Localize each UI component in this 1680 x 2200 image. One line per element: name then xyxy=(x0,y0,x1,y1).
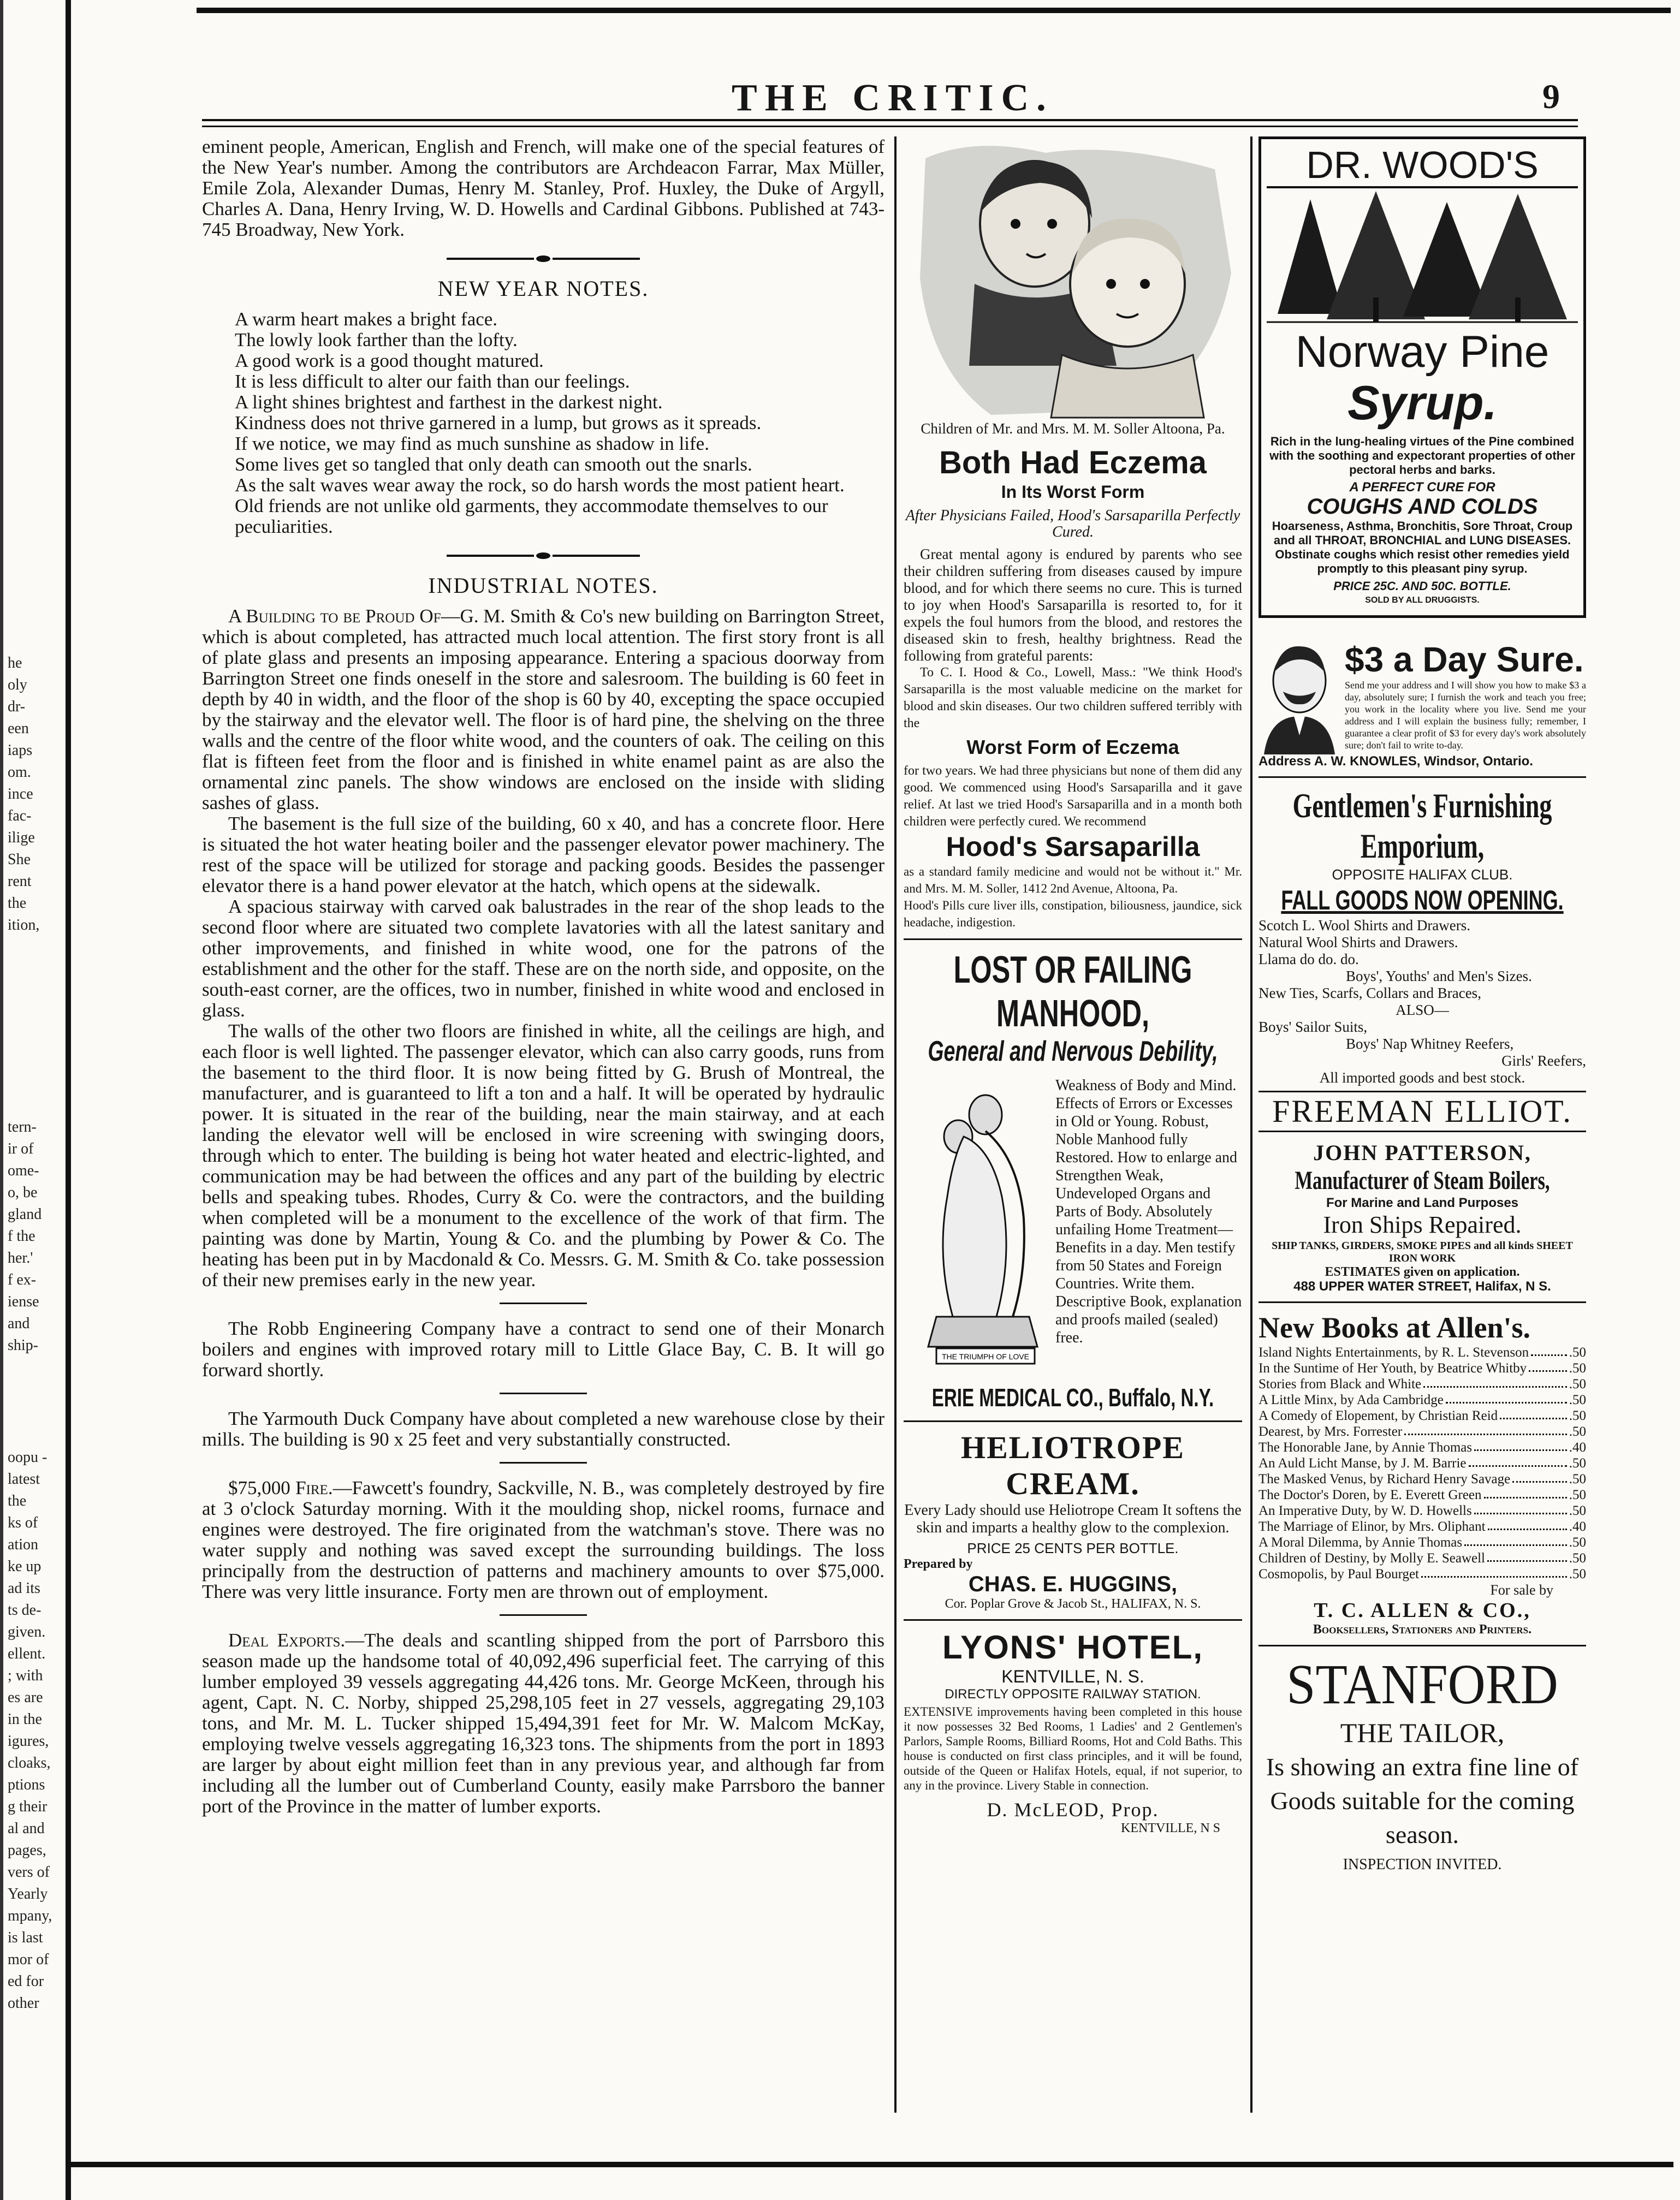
bleed-fragment-line: iense xyxy=(8,1293,39,1310)
knowles-ad xyxy=(1258,640,1586,769)
deal-exports-lead: Deal Exports. xyxy=(228,1630,346,1651)
emporium-goods-line: Scotch L. Wool Shirts and Drawers. xyxy=(1258,917,1471,933)
stanford-title: THE TAILOR, xyxy=(1340,1717,1505,1748)
stanford-tailor-ad xyxy=(1258,1654,1586,1874)
bleed-fragment-line: vers of xyxy=(8,1864,50,1881)
leader-dots xyxy=(1421,1566,1567,1578)
new-year-note: Some lives get so tangled that only death can smooth out the snarls. xyxy=(235,454,752,475)
hoods-sarsaparilla-brand: Hood's Sarsaparilla xyxy=(946,831,1200,862)
bleed-fragment-line: fac- xyxy=(8,807,32,824)
emporium-goods-line: Natural Wool Shirts and Drawers. xyxy=(1258,934,1458,950)
book-title: The Marriage of Elinor, by Mrs. Oliphant xyxy=(1258,1519,1486,1534)
bleed-through-fragment-2 xyxy=(8,1116,73,1357)
bleed-fragment-line: ition, xyxy=(8,917,40,933)
building-article-paragraph: A Building to be Proud Of—G. M. Smith & Co's new building on Barrington Street, which is about completed, has attracted much local attention. The first story front is all of plate glass and presents an imposing appearance. Entering a spacious doorway from Barrington Street one finds oneself in the store and salesroom. The building is 60 feet in depth by 40 in width, and the floor of the shop is 60 by 40, excepting the space occupied by the stairway and the elevator well. The floor is of hard pine, the shelving on the three walls and the centre of the floor white wood, and the counters of oak. The ceiling on this flat is fifteen feet from the floor and is finished in white enamel paint as are also the ornamental zinc panels. The show windows are enclosed on the inside with sliding sashes of glass. xyxy=(202,605,884,813)
middle-ad-column xyxy=(904,136,1242,1836)
bleed-fragment-line: gland xyxy=(8,1206,42,1223)
bleed-fragment-line: pages, xyxy=(8,1842,46,1859)
emporium-goods-line: Boys' Nap Whitney Reefers, xyxy=(1346,1036,1514,1052)
book-title: Island Nights Entertainments, by R. L. Stevenson xyxy=(1258,1345,1529,1360)
column-divider xyxy=(894,136,897,2113)
book-title: The Doctor's Doren, by E. Everett Green xyxy=(1258,1488,1482,1502)
leader-dots xyxy=(1469,1455,1567,1467)
patterson-purposes: For Marine and Land Purposes xyxy=(1326,1196,1519,1210)
bleed-fragment-line: ellent. xyxy=(8,1645,46,1662)
leader-dots xyxy=(1484,1487,1567,1499)
woods-ailments: Hoarseness, Asthma, Bronchitis, Sore Throat, Croup and all THROAT, BRONCHIAL and LUNG DISEASES. Obstinate coughs which resist other remedies yield promptly to this pleasant piny syrup. xyxy=(1272,519,1573,575)
bleed-fragment-line: ome- xyxy=(8,1162,39,1179)
bleed-fragment-line: given. xyxy=(8,1624,46,1640)
book-price: .40 xyxy=(1569,1440,1586,1455)
stanford-body: Is showing an extra fine line of Goods suitable for the coming season. xyxy=(1266,1753,1579,1848)
book-list-item xyxy=(1258,1503,1586,1519)
book-list-item xyxy=(1258,1392,1586,1408)
book-price: .50 xyxy=(1569,1361,1586,1376)
book-list xyxy=(1258,1345,1586,1582)
book-title: The Masked Venus, by Richard Henry Savage xyxy=(1258,1472,1511,1487)
ad-separator xyxy=(904,938,1242,940)
eczema-subhead: In Its Worst Form xyxy=(1001,482,1145,502)
svg-text:THE TRIUMPH OF LOVE: THE TRIUMPH OF LOVE xyxy=(942,1352,1029,1361)
ad-separator xyxy=(1258,1301,1586,1303)
huggins-address: Cor. Poplar Grove & Jacob St., HALIFAX, N. S. xyxy=(945,1597,1201,1611)
bleed-fragment-line: een xyxy=(8,720,29,737)
book-price: .50 xyxy=(1569,1488,1586,1502)
bleed-fragment-line: es are xyxy=(8,1689,43,1706)
bottom-border-rule xyxy=(66,2162,1673,2167)
bleed-fragment-line: the xyxy=(8,1493,27,1509)
testimonial-signature: as a standard family medicine and would not be without it." Mr. and Mrs. M. M. Soller, 1412 2nd Avenue, Altoona, Pa. xyxy=(904,865,1242,895)
statue-illustration xyxy=(904,1077,1051,1371)
dr-woods-syrup-ad xyxy=(1258,136,1586,618)
century-intro-paragraph: eminent people, American, English and French, will make one of the special features of the New Year's number. Among the contributors are Archdeacon Farrar, Max Müller, Emile Zola, Alexander Dumas, Henry M. Stanley, Prof. Huxley, the Duke of Argyll, Charles A. Dana, Henry Irving, W. D. Howells and Cardinal Gibbons. Published at 743-745 Broadway, New York. xyxy=(202,136,884,240)
new-year-note: Old friends are not unlike old garments, they accommodate themselves to our peculiarities. xyxy=(235,495,828,537)
debility-subhead: General and Nervous Debility, xyxy=(928,1036,1218,1067)
patterson-address: 488 UPPER WATER STREET, Halifax, N S. xyxy=(1293,1279,1551,1294)
book-title: A Comedy of Elopement, by Christian Reid xyxy=(1258,1408,1498,1423)
patterson-name: JOHN PATTERSON, xyxy=(1313,1140,1531,1165)
emporium-goods-line: ALSO— xyxy=(1396,1002,1449,1018)
emporium-headline: Gentlemen's Furnishing Emporium, xyxy=(1292,786,1552,865)
emporium-goods-line: All imported goods and best stock. xyxy=(1319,1069,1525,1086)
book-price: .50 xyxy=(1569,1377,1586,1392)
patterson-estimates: ESTIMATES given on application. xyxy=(1325,1265,1520,1279)
new-year-notes-heading: NEW YEAR NOTES. xyxy=(437,276,649,301)
new-year-note: It is less difficult to alter our faith than our feelings. xyxy=(235,371,630,392)
right-ad-column xyxy=(1258,136,1586,1874)
page-number: 9 xyxy=(1542,77,1560,116)
ad-separator xyxy=(904,1420,1242,1422)
book-title: A Moral Dilemma, by Annie Thomas xyxy=(1258,1535,1463,1550)
article-separator xyxy=(500,1303,587,1304)
bleed-fragment-line: oopu - xyxy=(8,1449,48,1466)
bleed-fragment-line: ed for xyxy=(8,1973,44,1990)
leader-dots xyxy=(1529,1360,1567,1372)
leader-dots xyxy=(1423,1376,1567,1388)
allen-trade: Booksellers, Stationers and Printers. xyxy=(1313,1622,1532,1637)
book-title: An Auld Licht Manse, by J. M. Barrie xyxy=(1258,1456,1467,1471)
bleed-fragment-line: other xyxy=(8,1995,39,2012)
book-title: An Imperative Duty, by W. D. Howells xyxy=(1258,1503,1472,1518)
book-price: .50 xyxy=(1569,1456,1586,1471)
running-title: THE CRITIC. xyxy=(732,77,1054,119)
bleed-fragment-line: ad its xyxy=(8,1580,40,1597)
book-list-item xyxy=(1258,1424,1586,1440)
manhood-headline: LOST OR FAILING MANHOOD, xyxy=(953,948,1192,1034)
new-year-note: As the salt waves wear away the rock, so do harsh words the most patient heart. xyxy=(235,474,845,496)
for-sale-by: For sale by xyxy=(1490,1582,1553,1598)
bleed-fragment-line: ince xyxy=(8,786,33,802)
heliotrope-body: Every Lady should use Heliotrope Cream It softens the skin and imparts a healthy glow to the complexion. xyxy=(904,1502,1242,1536)
patterson-boilers-ad xyxy=(1258,1140,1586,1294)
worst-form-heading: Worst Form of Eczema xyxy=(966,736,1179,758)
emporium-goods-line: Llama do do. do. xyxy=(1258,951,1359,967)
heliotrope-headline: HELIOTROPE CREAM. xyxy=(961,1430,1185,1501)
editorial-column xyxy=(202,136,884,2113)
bleed-fragment-line: ks of xyxy=(8,1514,38,1531)
bleed-fragment-line: ts de- xyxy=(8,1602,41,1619)
hoods-sarsaparilla-ad xyxy=(904,136,1242,931)
new-books-headline: New Books at Allen's. xyxy=(1258,1311,1531,1344)
bleed-fragment-line: She xyxy=(8,851,31,868)
book-price: .50 xyxy=(1569,1472,1586,1487)
book-list-item xyxy=(1258,1535,1586,1550)
syrup-title: Syrup. xyxy=(1347,376,1497,430)
book-title: In the Suntime of Her Youth, by Beatrice Whitby xyxy=(1258,1361,1527,1376)
bleed-fragment-line: g their xyxy=(8,1798,48,1815)
bleed-fragment-line: is last xyxy=(8,1929,43,1946)
new-year-note: A warm heart makes a bright face. xyxy=(235,308,498,330)
prepared-by-label: Prepared by xyxy=(904,1557,973,1571)
bleed-fragment-line: ation xyxy=(8,1536,38,1553)
eczema-body: Great mental agony is endured by parents who see their children suffering from diseases caused by impure blood, and for which there seems no cure. This is turned to joy when Hood's Sarsaparilla is resorted to, for it expels the foul humors from the blood, and restores the diseased skin to fresh, healthy brightness. Read the following from grateful parents: To C. I. Hood & Co., Lowell, Mass.: "We think Hood's Sarsaparilla is the most valuable medicine on the market for blood and skin diseases. Our two children suffered terribly with the xyxy=(904,546,1242,730)
top-border-rule xyxy=(197,8,1671,13)
new-year-notes-list xyxy=(202,309,884,537)
bleed-fragment-line: igures, xyxy=(8,1733,49,1750)
emporium-goods-line: Boys' Sailor Suits, xyxy=(1258,1019,1368,1035)
lyons-town-footer: KENTVILLE, N S xyxy=(1121,1821,1220,1835)
yarmouth-duck-paragraph: The Yarmouth Duck Company have about completed a new warehouse close by their mills. The building is 90 x 25 feet and very substantially constructed. xyxy=(202,1408,884,1450)
lyons-body: EXTENSIVE improvements having been completed in this house it now possesses 32 Bed Rooms, 1 Ladies' and 2 Gentlemen's Parlors, Sample Rooms, Billiard Rooms, Hot and Cold Baths. This house is conducted on first class principles, and it will be found, outside of the Queen or Halifax Hotels, equal, if not superior, to any in the province. Livery Stable in connection. xyxy=(904,1705,1242,1792)
book-price: .50 xyxy=(1569,1567,1586,1581)
column-divider xyxy=(1250,136,1252,2113)
woods-sold-by: SOLD BY ALL DRUGGISTS. xyxy=(1365,596,1480,605)
book-title: Children of Destiny, by Molly E. Seawell xyxy=(1258,1551,1485,1566)
bleed-fragment-line: ; with xyxy=(8,1667,43,1684)
knowles-body: Send me your address and I will show you how to make $3 a day, absolutely sure; I furnish the work and teach you free; you work in the locality where you live. Send me your address and I will explain the business fully; remember, I guarantee a clear profit of $3 for every day's work absolutely sure; don't fail to write to-day. xyxy=(1345,680,1586,751)
building-article-lead: A Building to be Proud Of xyxy=(228,605,441,627)
ad-separator xyxy=(904,1619,1242,1621)
emporium-location: OPPOSITE HALIFAX CLUB. xyxy=(1332,866,1513,883)
industrial-notes-heading: INDUSTRIAL NOTES. xyxy=(428,573,658,598)
knowles-address: Address A. W. KNOWLES, Windsor, Ontario. xyxy=(1258,754,1533,769)
new-year-note: Kindness does not thrive garnered in a lump, but grows as it spreads. xyxy=(235,412,762,433)
leader-dots xyxy=(1446,1392,1567,1404)
heliotrope-price: PRICE 25 CENTS PER BOTTLE. xyxy=(967,1540,1179,1556)
man-portrait-illustration xyxy=(1258,640,1340,754)
book-price: .50 xyxy=(1569,1424,1586,1439)
heliotrope-cream-ad xyxy=(904,1430,1242,1612)
bleed-fragment-line: the xyxy=(8,895,27,912)
inspection-invited: INSPECTION INVITED. xyxy=(1343,1856,1502,1873)
lyons-location: DIRECTLY OPPOSITE RAILWAY STATION. xyxy=(945,1687,1201,1702)
book-list-item xyxy=(1258,1550,1586,1566)
leader-dots xyxy=(1487,1550,1567,1562)
book-list-item xyxy=(1258,1360,1586,1376)
book-price: .40 xyxy=(1569,1519,1586,1534)
bleed-fragment-line: ke up xyxy=(8,1558,41,1575)
patterson-tanks: SHIP TANKS, GIRDERS, SMOKE PIPES and all kinds SHEET IRON WORK xyxy=(1272,1240,1573,1264)
header-rule-secondary xyxy=(202,126,1578,127)
book-price: .50 xyxy=(1569,1393,1586,1407)
book-list-item xyxy=(1258,1566,1586,1582)
bleed-fragment-line: mor of xyxy=(8,1951,49,1968)
bleed-fragment-line: in the xyxy=(8,1711,42,1728)
book-list-item xyxy=(1258,1519,1586,1535)
bleed-fragment-line: al and xyxy=(8,1820,45,1837)
fire-article-lead: $75,000 Fire. xyxy=(228,1477,333,1499)
emporium-goods-line: Girls' Reefers, xyxy=(1501,1053,1586,1069)
leader-dots xyxy=(1404,1424,1567,1435)
coughs-and-colds: COUGHS AND COLDS xyxy=(1307,495,1538,519)
huggins-name: CHAS. E. HUGGINS, xyxy=(968,1572,1178,1596)
article-separator xyxy=(500,1393,587,1394)
emporium-goods-line: Boys', Youths' and Men's Sizes. xyxy=(1346,968,1532,984)
bleed-fragment-line: o, be xyxy=(8,1184,38,1201)
leader-dots xyxy=(1500,1408,1567,1419)
bleed-fragment-line: tern- xyxy=(8,1119,37,1135)
portrait-caption: Children of Mr. and Mrs. M. M. Soller Altoona, Pa. xyxy=(921,420,1225,437)
robb-engineering-paragraph: The Robb Engineering Company have a contract to send one of their Monarch boilers and engines with improved rotary mill to Little Glace Bay, C. B. It will go forward shortly. xyxy=(202,1318,884,1381)
allens-books-ad xyxy=(1258,1311,1586,1637)
iron-ships-repaired: Iron Ships Repaired. xyxy=(1323,1211,1522,1238)
bleed-fragment-line: Yearly xyxy=(8,1886,48,1902)
book-price: .50 xyxy=(1569,1345,1586,1360)
bleed-fragment-line: oly xyxy=(8,676,27,693)
new-year-note: A good work is a good thought matured. xyxy=(235,350,544,371)
section-ornament xyxy=(202,247,884,267)
bleed-fragment-line: her.' xyxy=(8,1250,33,1267)
book-list-item xyxy=(1258,1487,1586,1503)
freeman-elliot-name: FREEMAN ELLIOT. xyxy=(1258,1091,1586,1132)
leader-dots xyxy=(1531,1345,1567,1356)
eczema-tagline: After Physicians Failed, Hood's Sarsaparilla Perfectly Cured. xyxy=(905,507,1240,540)
article-separator xyxy=(500,1462,587,1464)
leader-dots xyxy=(1512,1471,1567,1483)
book-list-item xyxy=(1258,1345,1586,1360)
leader-dots xyxy=(1474,1440,1567,1451)
emporium-goods-line: New Ties, Scarfs, Collars and Braces, xyxy=(1258,985,1481,1001)
header-rule xyxy=(202,119,1578,121)
bleed-fragment-line: latest xyxy=(8,1471,40,1488)
dr-woods-brand: DR. WOOD'S xyxy=(1267,144,1578,188)
book-price: .50 xyxy=(1569,1551,1586,1566)
book-price: .50 xyxy=(1569,1535,1586,1550)
book-title: Stories from Black and White xyxy=(1258,1377,1422,1392)
woods-price: PRICE 25C. AND 50C. BOTTLE. xyxy=(1333,579,1511,593)
children-portrait-illustration xyxy=(909,136,1237,420)
book-title: A Little Minx, by Ada Cambridge xyxy=(1258,1393,1444,1407)
bleed-fragment-line: and xyxy=(8,1315,30,1332)
book-list-item xyxy=(1258,1440,1586,1455)
gentlemens-emporium-ad xyxy=(1258,786,1586,1132)
book-title: Cosmopolis, by Paul Bourget xyxy=(1258,1567,1420,1581)
bleed-fragment-line: mpany, xyxy=(8,1907,52,1924)
leader-dots xyxy=(1474,1503,1567,1514)
stairway-paragraph: A spacious stairway with carved oak balustrades in the rear of the shop leads to the second floor where are situated two complete lavatories with all the latest sanitary and other improvements, and finished in white wood, one for the patrons of the establishment and the other for the staff. These are on the north side, and opposite, on the south-east corner, are the offices, two in number, finished in white wood and enclosed in glass. xyxy=(202,896,884,1021)
erie-medical-ad xyxy=(904,948,1242,1413)
emporium-goods-list xyxy=(1258,917,1586,1086)
pine-trees-illustration xyxy=(1267,188,1578,325)
woods-description: Rich in the lung-healing virtues of the Pine combined with the soothing and expectorant properties of other pectoral herbs and barks. xyxy=(1269,435,1575,477)
bleed-through-fragment-3 xyxy=(8,1447,73,2014)
section-ornament xyxy=(202,544,884,564)
lyons-headline: LYONS' HOTEL, xyxy=(942,1629,1204,1666)
bleed-fragment-line: f the xyxy=(8,1228,35,1245)
basement-paragraph: The basement is the full size of the building, 60 x 40, and has a concrete floor. Here is situated the hot water heating boiler and the passenger elevator power machinery. The rest of the space will be utilized for storage and packing goods. Besides the passenger elevator there is a hand power elevator at the hatch, which opens at the sidewalk. xyxy=(202,813,884,896)
fire-article-paragraph: $75,000 Fire.—Fawcett's foundry, Sackville, N. B., was completely destroyed by fire at 3 o'clock Saturday morning. With it the moulding shop, nickel rooms, furnace and engines were destroyed. The fire originated from the watchman's stove. There was no water supply and nothing was saved except the surrounding buildings. The loss principally from the destruction of patterns and machinery amounts to over $75,000. There was very little insurance. Forty men are thrown out of employment. xyxy=(202,1477,884,1602)
three-dollar-headline: $3 a Day Sure. xyxy=(1345,640,1584,679)
deal-exports-paragraph: Deal Exports.—The deals and scantling shipped from the port of Parrsboro this season made up the handsome total of 40,092,496 superficial feet. The carrying of this lumber employed 39 vessels aggregating 44,426 tons. Mr. George McKeen, through his agent, Capt. N. C. Norby, shipped 25,298,105 feet in 27 vessels, aggregating 29,103 tons, and Mr. M. L. Tucker shipped 15,494,391 feet for Mr. W. Malcom McKay, employing twelve vessels aggregating 16,323 tons. The shipments from the port in 1893 are larger by about eight million feet than in any previous year, and although far from including all the lumber out of Cumberland County, easily make Parrsboro the banner port of the Province in the matter of lumber exports. xyxy=(202,1630,884,1817)
new-year-note: If we notice, we may find as much sunshine as shadow in life. xyxy=(235,433,709,454)
lyons-proprietor: D. McLEOD, Prop. xyxy=(987,1799,1159,1821)
lyons-town: KENTVILLE, N. S. xyxy=(1001,1667,1144,1686)
book-list-item xyxy=(1258,1455,1586,1471)
bleed-fragment-line: iaps xyxy=(8,742,33,759)
erie-company-name: ERIE MEDICAL CO., Buffalo, N.Y. xyxy=(931,1383,1214,1412)
ad-separator xyxy=(1258,1645,1586,1646)
bleed-fragment-line: ship- xyxy=(8,1337,38,1354)
bleed-fragment-line: f ex- xyxy=(8,1271,37,1288)
book-title: The Honorable Jane, by Annie Thomas xyxy=(1258,1440,1473,1455)
fall-goods-heading: FALL GOODS NOW OPENING. xyxy=(1281,885,1564,915)
bleed-fragment-line: ir of xyxy=(8,1140,34,1157)
book-title: Dearest, by Mrs. Forrester xyxy=(1258,1424,1403,1439)
book-price: .50 xyxy=(1569,1408,1586,1423)
bleed-fragment-line: om. xyxy=(8,764,31,781)
allen-firm-name: T. C. ALLEN & CO., xyxy=(1314,1599,1531,1622)
book-list-item xyxy=(1258,1471,1586,1487)
eczema-body-continued: for two years. We had three physicians but none of them did any good. We commenced using Hood's Sarsaparilla and it gave relief. At last we tried Hood's Sarsaparilla and in a month both children were perfectly cured. We recommend xyxy=(904,764,1242,829)
bleed-fragment-line: dr- xyxy=(8,698,26,715)
lyons-hotel-ad xyxy=(904,1628,1242,1836)
leader-dots xyxy=(1464,1535,1567,1546)
article-separator xyxy=(500,1614,587,1616)
stanford-name: STANFORD xyxy=(1286,1653,1558,1716)
hoods-pills-line: Hood's Pills cure liver ills, constipation, biliousness, jaundice, sick headache, indigestion. xyxy=(904,899,1242,929)
book-price: .50 xyxy=(1569,1503,1586,1518)
page-edge-shadow xyxy=(0,0,3,2200)
ad-separator xyxy=(1258,776,1586,778)
manhood-body: Weakness of Body and Mind. Effects of Errors or Excesses in Old or Young. Robust, Noble Manhood fully Restored. How to enlarge and Strengthen Weak, Undeveloped Organs and Parts of Body. Absolutely unfailing Home Treatment—Benefits in a day. Men testify from 50 States and Foreign Countries. Write them. Descriptive Book, explanation and proofs mailed (sealed) free. xyxy=(1055,1077,1242,1346)
bleed-fragment-line: rent xyxy=(8,873,32,890)
leader-dots xyxy=(1488,1519,1567,1530)
woods-perfect-cure: A PERFECT CURE FOR xyxy=(1349,480,1495,495)
bleed-through-fragment-1 xyxy=(8,652,73,936)
eczema-headline: Both Had Eczema xyxy=(939,445,1207,480)
bleed-fragment-line: ilige xyxy=(8,829,35,846)
bleed-fragment-line: cloaks, xyxy=(8,1755,51,1771)
new-year-note: The lowly look farther than the lofty. xyxy=(235,329,518,350)
new-year-note: A light shines brightest and farthest in the darkest night. xyxy=(235,391,663,413)
walls-paragraph: The walls of the other two floors are finished in white, all the ceilings are high, and each floor is well lighted. The passenger elevator, which can also carry goods, runs from the basement to the third floor. It is now being fitted by G. Brush of Montreal, the manufacturer, and is guaranteed to lift a ton and a half. It will be operated by hydraulic power. It is situated in the rear of the building, near the main stairway, and at each landing the elevator well will be enclosed in wire screening with swinging doors, through which to enter. The building is being hot water heated and electric-lighted, and communication may be had between the offices and any part of the building by electric bells and speaking tubes. Rhodes, Curry & Co. were the contractors, and the building when completed will be a monument to the excellence of the work of that firm. The painting was done by Martin, Young & Co. and the plumbing by Power & Co. The heating has been put in by Macdonald & Co. Messrs. G. M. Smith & Co. take possession of their new premises early in the new year. xyxy=(202,1020,884,1291)
book-list-item xyxy=(1258,1376,1586,1392)
bleed-fragment-line: he xyxy=(8,655,22,671)
book-list-item xyxy=(1258,1408,1586,1424)
norway-pine-title: Norway Pine xyxy=(1295,327,1550,377)
bleed-fragment-line: ptions xyxy=(8,1776,45,1793)
patterson-trade: Manufacturer of Steam Boilers, xyxy=(1295,1166,1550,1195)
